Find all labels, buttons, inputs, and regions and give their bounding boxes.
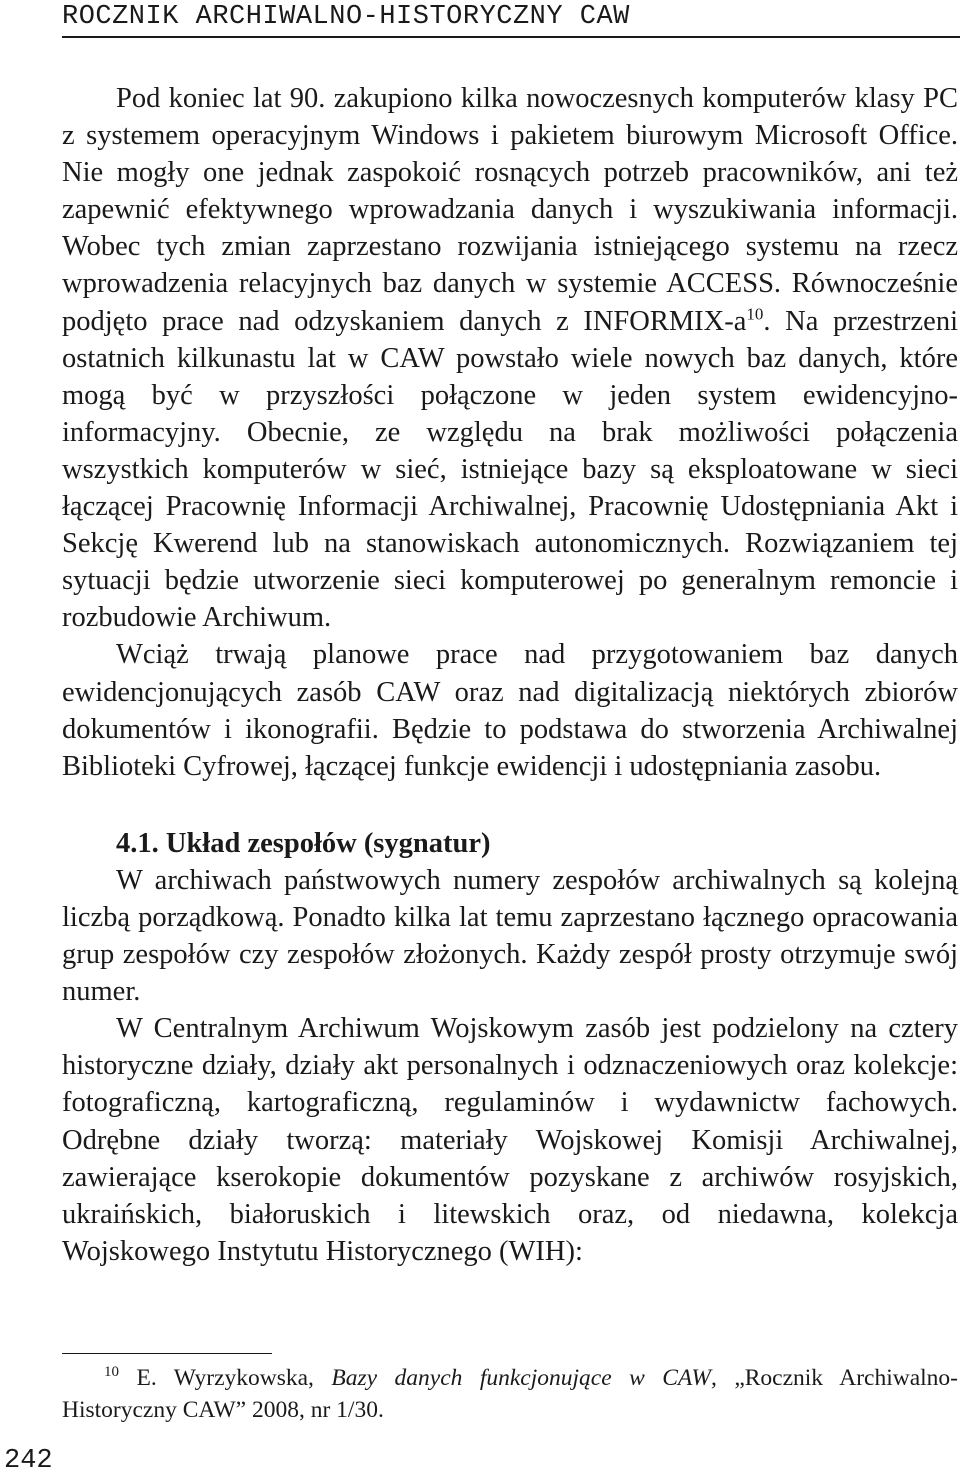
section-spacer (62, 785, 958, 825)
page-number: 242 (4, 1446, 53, 1476)
footnote-author: E. Wyrzykowska, (119, 1365, 332, 1391)
footnote-title: Bazy danych funkcjonujące w CAW (331, 1365, 711, 1391)
running-header: ROCZNIK ARCHIWALNO-HISTORYCZNY CAW (62, 2, 630, 32)
footnote-separator (62, 1353, 272, 1354)
paragraph-state-archives: W archiwach państwowych numery zespołów archiwalnych są kolejną liczbą porządkową. Ponadto kilka lat temu zaprzestano łącznego opracowania grup zespołów czy zespołów złożonych. Każdy zespół prosty otrzymuje swój numer. (62, 864, 958, 1008)
paragraph-text: . Na przestrzeni ostatnich kilkunastu lat w CAW powstało wiele nowych baz danych, które mogą być w przyszłości połączone w jeden system ewidencyjno-informacyjny. Obecnie, ze względu na brak możliwości połączenia wszystkich komputerów w sieć, istniejące bazy są eksploatowane w sieci łączącej Pracownię Informacji Archiwalnej, Pracownię Udostępniania Akt i Sekcję Kwerend lub na stanowiskach autonomicznych. Rozwiązaniem tej sytuacji będzie utworzenie sieci komputerowej po generalnym remoncie i rozbudowie Archiwum. (62, 305, 958, 634)
footnote (62, 1362, 958, 1426)
section-heading: 4.1. Układ zespołów (sygnatur) (116, 827, 491, 859)
paragraph-digitization: Wciąż trwają planowe prace nad przygotowaniem baz danych ewidencjonujących zasób CAW oraz nad digitalizacją niektórych zbiorów dokumentów i ikonografii. Będzie to podstawa do stworzenia Archiwalnej Biblioteki Cyfrowej, łączącej funkcje ewidencji i udostępniania zasobu. (62, 639, 958, 782)
footnote-citation: , „Rocznik Archiwalno-Historyczny CAW” 2008, nr 1/30. (62, 1365, 958, 1423)
footnote-number: 10 (104, 1364, 119, 1381)
paragraph-text: Pod koniec lat 90. zakupiono kilka nowoczesnych komputerów klasy PC z systemem operacyjnym Windows i pakietem biurowym Microsoft Office. Nie mogły one jednak zaspokoić rosnących potrzeb pracowników, ani też zapewnić efektywnego wprowadzania danych i wyszukiwania informacji. Wobec tych zmian zaprzestano rozwijania istniejącego systemu na rzecz wprowadzenia relacyjnych baz danych w systemie ACCESS. Równocześnie podjęto prace nad odzyskaniem danych z INFORMIX-a (62, 83, 958, 337)
paragraph-caw-structure: W Centralnym Archiwum Wojskowym zasób jest podzielony na cztery historyczne działy, działy akt personalnych i odznaczeniowych oraz kolekcje: fotograficzną, kartograficzną, regulaminów i wydawnictw fachowych. Odrębne działy tworzą: materiały Wojskowej Komisji Archiwalnej, zawierające kserokopie dokumentów pozyskane z archiwów rosyjskich, ukraińskich, białoruskich i litewskich oraz, od niedawna, kolekcja Wojskowego Instytutu Historycznego (WIH): (62, 1013, 958, 1267)
header-rule (62, 36, 960, 38)
paragraph-computers (62, 80, 958, 636)
article-body (62, 80, 958, 1270)
footnote-reference[interactable]: 10 (746, 304, 764, 324)
